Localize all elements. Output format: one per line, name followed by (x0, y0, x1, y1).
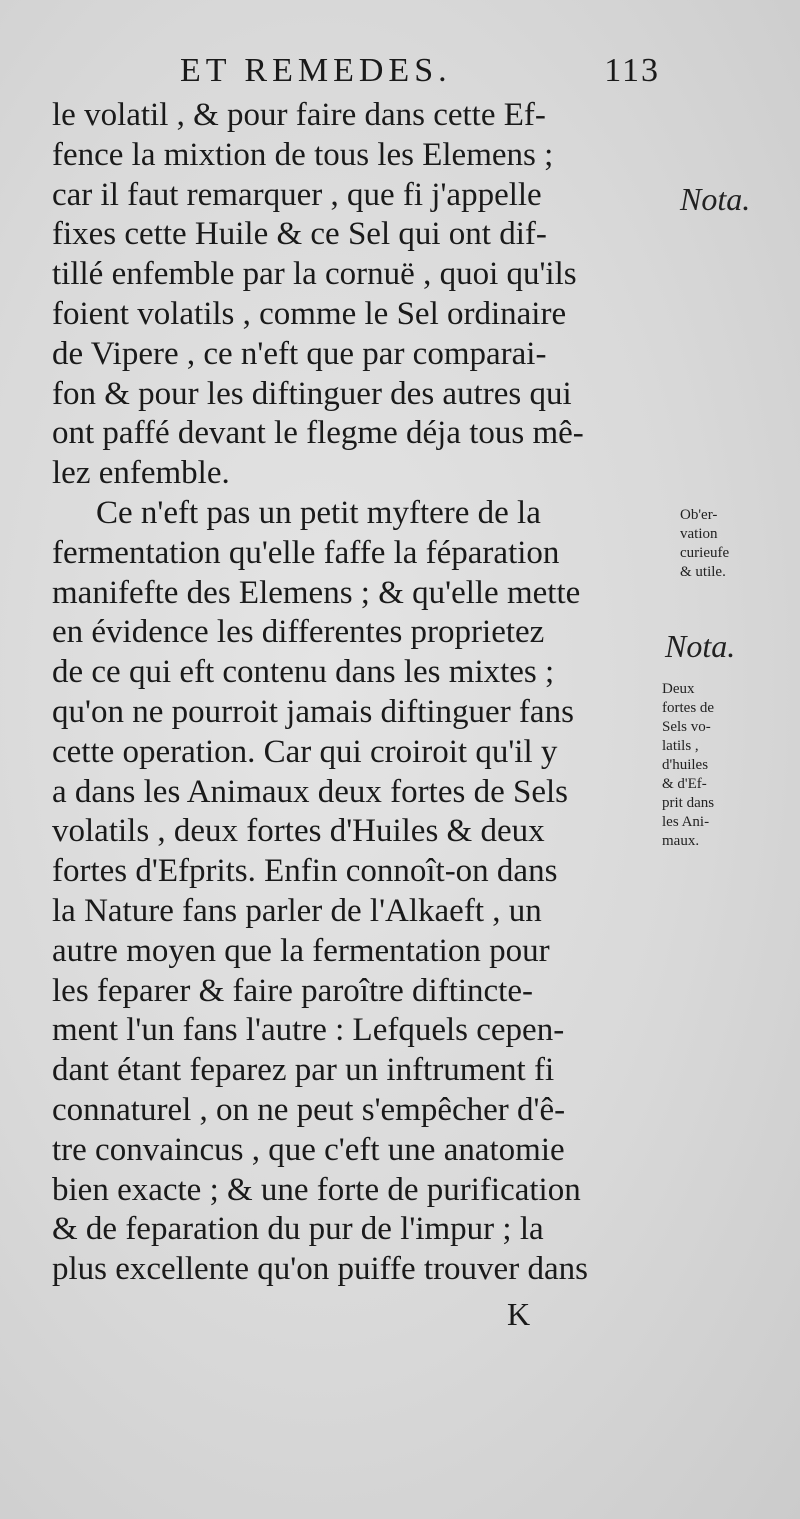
text-line: Ce n'eft pas un petit myftere de la (96, 494, 541, 531)
margin-note-line: Deux (662, 681, 695, 697)
text-line: fortes d'Efprits. Enfin connoît-on dans (52, 853, 558, 890)
margin-note-line: & d'Ef- (662, 776, 707, 792)
margin-note-line: vation (680, 526, 718, 542)
text-line: les feparer & faire paroître diftincte- (52, 972, 533, 1009)
text-line: manifefte des Elemens ; & qu'elle mette (52, 574, 581, 611)
text-line: car il faut remarquer , que fi j'appelle (52, 176, 542, 213)
text-line: bien exacte ; & une forte de purification (52, 1171, 581, 1208)
margin-note-line: Ob'er- (680, 507, 718, 523)
text-line: fixes cette Huile & ce Sel qui ont dif- (52, 216, 547, 253)
margin-note-line: les Ani- (662, 814, 710, 830)
margin-note-line: prit dans (662, 795, 715, 811)
text-line: ment l'un fans l'autre : Lefquels cepen- (52, 1012, 565, 1049)
text-line: autre moyen que la fermentation pour (52, 932, 550, 969)
margin-note-line: latils , (662, 738, 699, 754)
text-line: le volatil , & pour faire dans cette Ef- (52, 97, 546, 133)
text-line: tillé enfemble par la cornuë , quoi qu'ils (52, 256, 577, 293)
text-line: la Nature fans parler de l'Alkaeft , un (52, 892, 542, 929)
text-line: volatils , deux fortes d'Huiles & deux (52, 813, 545, 850)
text-line: fon & pour les diftinguer des autres qui (52, 375, 572, 412)
margin-note-line: maux. (662, 833, 700, 849)
margin-note-observation (680, 506, 800, 582)
text-line: connaturel , on ne peut s'empêcher d'ê- (52, 1091, 566, 1128)
margin-note-line: & utile. (680, 564, 726, 580)
text-line: dant étant feparez par un inftrument fi (52, 1052, 555, 1089)
text-line: fence la mixtion de tous les Elemens ; (52, 136, 554, 173)
text-line: & de feparation du pur de l'impur ; la (52, 1211, 544, 1248)
text-line: foient volatils , comme le Sel ordinaire (52, 295, 567, 332)
margin-note-deux-sortes (662, 680, 782, 851)
running-title: ET REMEDES. (180, 52, 452, 89)
text-line: lez enfemble. (52, 455, 230, 492)
text-line: fermentation qu'elle faffe la féparation (52, 534, 560, 571)
text-line: tre convaincus , que c'eft une anatomie (52, 1131, 565, 1168)
text-line: qu'on ne pourroit jamais diftinguer fans (52, 693, 574, 730)
text-line: plus excellente qu'on puiffe trouver dans (52, 1251, 588, 1288)
margin-note-nota-2: Nota. (665, 628, 736, 664)
text-line: ont paffé devant le flegme déja tous mê- (52, 415, 584, 452)
signature-mark: K (507, 1296, 531, 1332)
text-line: en évidence les differentes proprietez (52, 614, 545, 651)
margin-note-line: curieufe (680, 545, 730, 561)
margin-note-nota: Nota. (680, 181, 751, 217)
text-line: a dans les Animaux deux fortes de Sels (52, 773, 568, 810)
text-line: cette operation. Car qui croiroit qu'il y (52, 733, 558, 770)
page-header (180, 52, 660, 92)
text-line: de Vipere , ce n'eft que par comparai- (52, 335, 547, 372)
margin-note-line: d'huiles (662, 757, 709, 773)
margin-note-line: fortes de (662, 700, 715, 716)
margin-note-line: Sels vo- (662, 719, 711, 735)
page-number: 113 (604, 52, 660, 89)
body-text (52, 96, 652, 1290)
text-line: de ce qui eft contenu dans les mixtes ; (52, 654, 555, 691)
